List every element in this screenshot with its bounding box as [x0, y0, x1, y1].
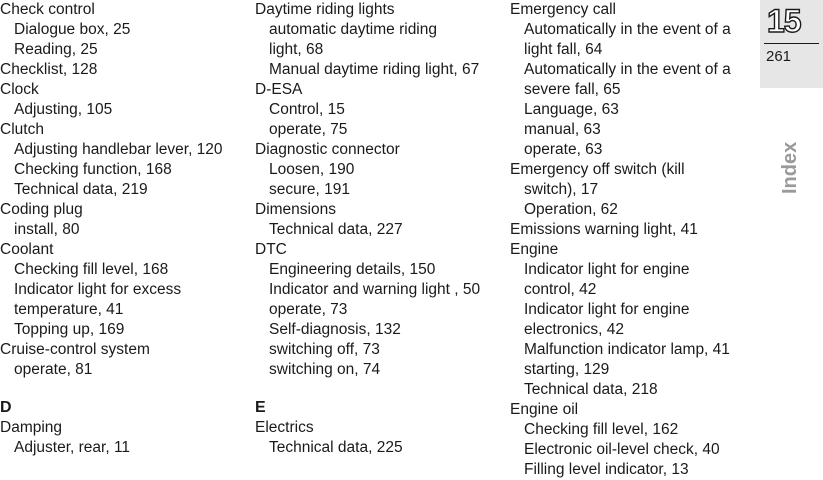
index-term: Emergency off switch (kill: [510, 161, 685, 178]
index-subentry: [255, 340, 500, 360]
index-entry: [510, 0, 755, 160]
index-subentry-line: Indicator light for engine: [524, 301, 690, 318]
chapter-number: 15: [767, 3, 801, 39]
index-subentry: [0, 280, 240, 320]
index-entry: [255, 200, 500, 240]
index-subentry: [510, 120, 755, 140]
index-subentry: [255, 160, 500, 180]
index-subentry: [255, 260, 500, 280]
index-subentry-line: automatic daytime riding: [269, 21, 437, 38]
index-subentry: [0, 160, 240, 180]
index-column-2: [255, 0, 500, 458]
index-entry: [255, 80, 500, 140]
index-entry: [0, 200, 240, 240]
index-term: Engine: [510, 241, 559, 258]
index-subentry-line: operate, 75: [269, 121, 348, 138]
index-subentry-line: Adjusting, 105: [14, 101, 113, 118]
index-subentry-line: Adjuster, rear, 11: [14, 439, 131, 456]
index-subentry: [0, 220, 240, 240]
index-term: Diagnostic connector: [255, 141, 400, 158]
index-subentry-line: Control, 15: [269, 101, 345, 118]
index-term: Dimensions: [255, 201, 336, 218]
index-subentry: [510, 460, 755, 480]
index-subentry-line: Dialogue box, 25: [14, 21, 131, 38]
tab-divider: [764, 43, 819, 44]
index-subentry: [510, 440, 755, 460]
index-subentry: [0, 320, 240, 340]
index-subentry: [255, 20, 500, 60]
index-subentry-line: Indicator and warning light , 50: [269, 281, 481, 298]
index-subentry-line: operate, 73: [269, 301, 348, 318]
index-letter-heading: D: [0, 399, 12, 416]
index-subentry: [255, 320, 500, 340]
index-subentry-line: Technical data, 227: [269, 221, 403, 238]
index-subentry-line: Checking function, 168: [14, 161, 172, 178]
index-term: Engine oil: [510, 401, 579, 418]
index-subentry-line: Reading, 25: [14, 41, 98, 58]
index-subentry-line: severe fall, 65: [524, 81, 621, 98]
index-subentry: [510, 360, 755, 380]
index-term: Coding plug: [0, 201, 83, 218]
index-term: D-ESA: [255, 81, 303, 98]
index-subentry: [0, 438, 240, 458]
index-term: Clutch: [0, 121, 44, 138]
index-entry: [255, 240, 500, 380]
index-subentry-line: control, 42: [524, 281, 597, 298]
index-entry: [0, 60, 240, 80]
index-term-continuation: switch), 17: [524, 181, 599, 198]
index-subentry: [255, 60, 500, 80]
index-subentry-line: Self-diagnosis, 132: [269, 321, 401, 338]
chapter-tab: [760, 0, 823, 480]
index-term: Emissions warning light, 41: [510, 221, 698, 238]
index-entry: [255, 418, 500, 458]
index-entry: [255, 0, 500, 80]
index-subentry-line: temperature, 41: [14, 301, 124, 318]
index-subentry: [255, 220, 500, 240]
index-subentry-line: Indicator light for excess: [14, 281, 182, 298]
index-subentry-line: starting, 129: [524, 361, 610, 378]
index-subentry-line: secure, 191: [269, 181, 350, 198]
index-subentry: [510, 20, 755, 60]
index-subentry: [0, 180, 240, 200]
index-subentry-line: Technical data, 225: [269, 439, 403, 456]
index-subentry: [510, 60, 755, 100]
index-term: Checklist, 128: [0, 61, 98, 78]
index-subentry-line: operate, 63: [524, 141, 603, 158]
index-entry: [0, 0, 240, 60]
index-subentry: [0, 40, 240, 60]
index-entry: [0, 120, 240, 200]
index-subentry-line: operate, 81: [14, 361, 93, 378]
index-subentry: [510, 380, 755, 400]
index-entry: [510, 400, 755, 480]
index-term: Electrics: [255, 419, 314, 436]
index-column-3: [510, 0, 755, 480]
index-subentry-line: light, 68: [269, 41, 324, 58]
index-subentry: [510, 200, 755, 220]
index-entry: [0, 80, 240, 120]
index-subentry: [255, 438, 500, 458]
index-subentry-line: Malfunction indicator lamp, 41: [524, 341, 730, 358]
index-subentry: [255, 120, 500, 140]
index-subentry: [510, 420, 755, 440]
index-subentry: [510, 260, 755, 300]
index-subentry-line: light fall, 64: [524, 41, 603, 58]
index-entry: [510, 220, 755, 240]
index-subentry-line: install, 80: [14, 221, 80, 238]
index-subentry-line: Manual daytime riding light, 67: [269, 61, 480, 78]
index-subentry-line: switching off, 73: [269, 341, 380, 358]
index-subentry-line: Engineering details, 150: [269, 261, 436, 278]
index-subentry-line: switching on, 74: [269, 361, 381, 378]
index-subentry-line: manual, 63: [524, 121, 601, 138]
index-subentry: [0, 360, 240, 380]
index-subentry: [255, 360, 500, 380]
index-subentry: [510, 140, 755, 160]
index-entry: [0, 240, 240, 340]
index-subentry-line: Technical data, 218: [524, 381, 658, 398]
index-entry: [510, 160, 755, 220]
index-term: Emergency call: [510, 1, 616, 18]
index-subentry: [0, 20, 240, 40]
index-subentry: [255, 100, 500, 120]
index-subentry: [255, 180, 500, 200]
index-subentry: [0, 140, 240, 160]
index-term: Check control: [0, 1, 95, 18]
index-term: Daytime riding lights: [255, 1, 395, 18]
index-subentry-line: Topping up, 169: [14, 321, 125, 338]
index-entry: [0, 418, 240, 458]
index-subentry-line: Technical data, 219: [14, 181, 148, 198]
index-entry: [255, 140, 500, 200]
index-subentry: [510, 300, 755, 340]
index-term: Clock: [0, 81, 39, 98]
index-entry: [0, 340, 240, 380]
index-subentry-line: Language, 63: [524, 101, 619, 118]
index-subentry-line: Loosen, 190: [269, 161, 355, 178]
section-label: Index: [779, 141, 801, 194]
index-subentry-line: Checking fill level, 168: [14, 261, 169, 278]
index-term: Coolant: [0, 241, 54, 258]
index-subentry: [255, 300, 500, 320]
page-number: 261: [766, 48, 792, 65]
index-subentry: [510, 100, 755, 120]
index-term: Cruise-control system: [0, 341, 150, 358]
index-subentry-line: Operation, 62: [524, 201, 618, 218]
index-column-1: [0, 0, 240, 458]
index-subentry-line: Checking fill level, 162: [524, 421, 679, 438]
index-subentry: [0, 100, 240, 120]
index-term: Damping: [0, 419, 63, 436]
index-entry: [510, 240, 755, 400]
index-subentry: [510, 340, 755, 360]
index-term: DTC: [255, 241, 287, 258]
index-subentry-line: Filling level indicator, 13: [524, 461, 689, 478]
index-subentry: [0, 260, 240, 280]
index-letter-heading: E: [255, 399, 266, 416]
index-subentry-line: electronics, 42: [524, 321, 624, 338]
index-subentry-line: Automatically in the event of a: [524, 61, 731, 78]
index-subentry-line: Electronic oil-level check, 40: [524, 441, 720, 458]
index-subentry-line: Adjusting handlebar lever, 120: [14, 141, 223, 158]
index-subentry-line: Automatically in the event of a: [524, 21, 731, 38]
index-subentry-line: Indicator light for engine: [524, 261, 690, 278]
index-subentry: [255, 280, 500, 300]
